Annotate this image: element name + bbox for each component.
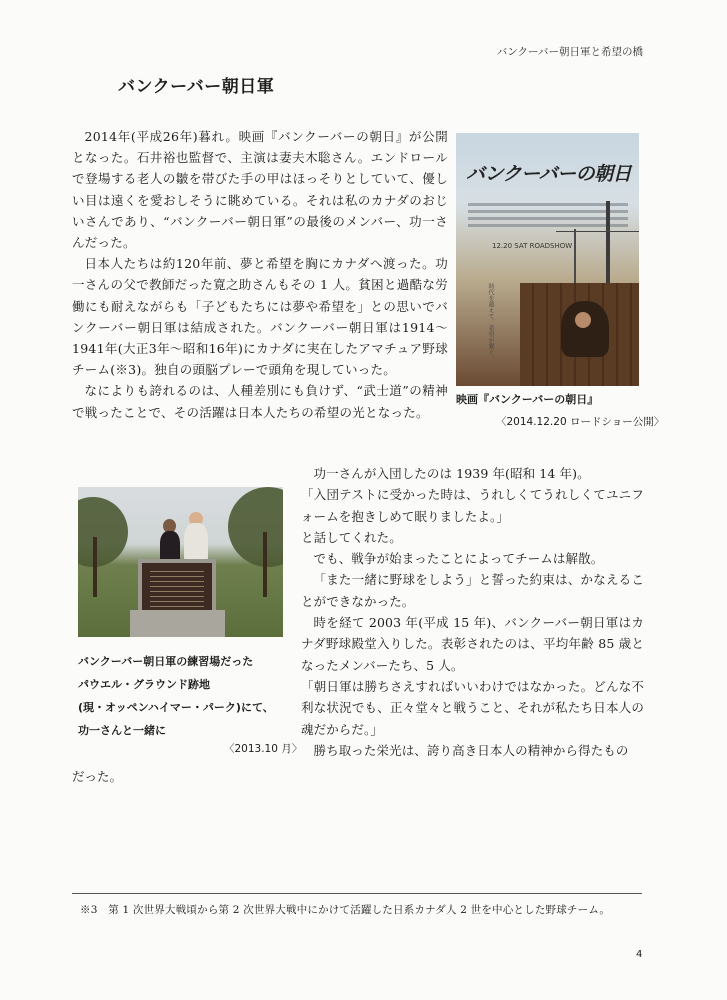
intro-paragraph-2: 日本人たちは約120年前、夢と希望を胸にカナダへ渡った。功一さんの父で教師だった寛之助さんもその 1 人。貧困と過酷な労働にも耐えながらも「子どもたちには夢や希望を」との思いでバンクーバー朝日軍は結成された。バンクーバー朝日軍は1914〜1941年(大正3年〜昭和16年)にカナダに実在したアマチュア野球チーム(※3)。独自の頭脳プレーで頭角を現していった。 (72, 256, 448, 378)
section-title: バンクーバー朝日軍 (118, 77, 275, 97)
poster-title: バンクーバーの朝日 (466, 163, 632, 185)
story-paragraph: と話してくれた。 (301, 529, 402, 545)
story-paragraph: 「また一緒に野球をしよう」と誓った約束は、かなえることができなかった。 (301, 572, 644, 609)
story-text (301, 463, 644, 761)
intro-paragraph-1: 2014年(平成26年)暮れ。映画『バンクーバーの朝日』が公開となった。石井裕也監督で、主演は妻夫木聡さん。エンドロールで登場する老人の皺を帯びた手の甲はほっそりとしていて、優しい目は遠くを愛おしそうに眺めている。それは私のカナダのおじいさんであり、“バンクーバー朝日軍”の最後のメンバー、功一さんだった。 (72, 129, 448, 251)
photo-caption-line: バンクーバー朝日軍の練習場だった (78, 655, 254, 668)
footnote: ※3 第 1 次世界大戦頃から第 2 次世界大戦中にかけて活躍した日系カナダ人 2 世を中心とした野球チーム。 (80, 904, 611, 916)
plaque-base (130, 610, 225, 637)
footnote-divider (72, 893, 642, 894)
photo-caption-line: (現・オッペンハイマー・パーク)にて、 (78, 701, 274, 714)
story-paragraph: でも、戦争が始まったことによってチームは解散。 (313, 551, 604, 567)
intro-paragraph-3: なによりも誇れるのは、人種差別にも負けず、“武士道”の精神で戦ったことで、その活躍は日本人たちの希望の光となった。 (72, 383, 448, 420)
intro-text (72, 126, 448, 423)
person-right (184, 523, 208, 561)
story-quote: 「入団テストに受かった時は、うれしくてうれしくてユニフォームを抱きしめて眠りましたよ。」 (301, 487, 644, 524)
photo-caption (78, 650, 298, 742)
poster-release: 12.20 SAT ROADSHOW (492, 242, 573, 250)
person-left (160, 531, 180, 561)
story-paragraph: 勝ち取った栄光は、誇り高き日本人の精神から得たもの (313, 742, 629, 758)
story-paragraph: 功一さんが入団したのは 1939 年(昭和 14 年)。 (313, 466, 590, 481)
poster-figure (561, 301, 609, 357)
running-header: バンクーバー朝日軍と希望の橋 (496, 46, 643, 58)
photo-caption-line: 功一さんと一緒に (78, 724, 166, 737)
photo-caption-date: 〈2013.10 月〉 (224, 743, 303, 755)
poster-credits (468, 199, 628, 231)
story-paragraph: 時を経て 2003 年(平成 15 年)、バンクーバー朝日軍はカナダ野球殿堂入りした。表彰されたのは、平均年齢 85 歳となったメンバーたち、5 人。 (301, 615, 644, 673)
movie-poster-image (456, 133, 639, 386)
story-quote: 「朝日軍は勝ちさえすればいいわけではなかった。どんな不利な状況でも、正々堂々と戦うこと、それが私たち日本人の魂だからだ。」 (301, 678, 644, 737)
poster-caption-date: 〈2014.12.20 ロードショー公開〉 (496, 416, 665, 428)
poster-tagline: 時代を越えて、希望が繋ぐ。 (487, 283, 494, 361)
page-number: 4 (636, 949, 643, 960)
photo-caption-line: パウエル・グラウンド跡地 (78, 678, 210, 691)
park-photo (78, 487, 283, 637)
story-tail: だった。 (72, 769, 123, 784)
poster-caption: 映画『バンクーバーの朝日』 (456, 393, 599, 406)
